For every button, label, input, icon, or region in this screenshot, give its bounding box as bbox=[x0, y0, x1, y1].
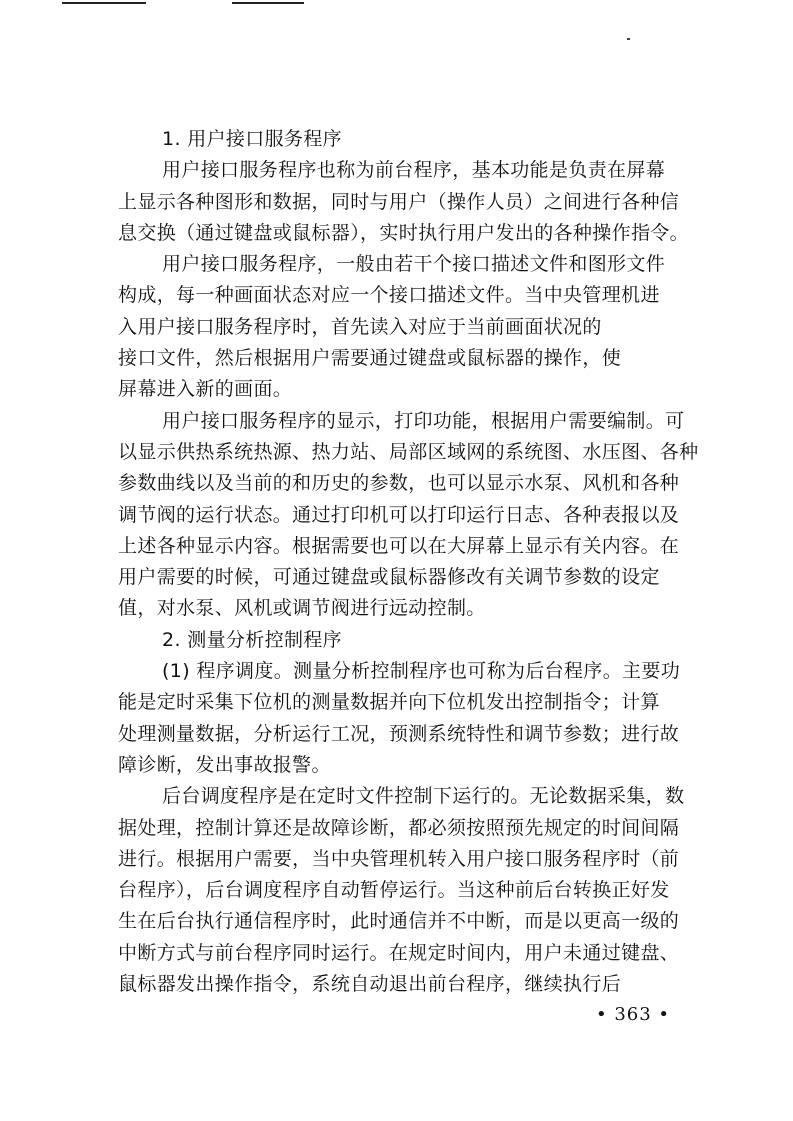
paragraph-line: 上述各种显示内容。根据需要也可以在大屏幕上显示有关内容。在 bbox=[118, 534, 680, 557]
paragraph-line: 处理测量数据，分析运行工况，预测系统特性和调节参数；进行故 bbox=[118, 722, 680, 745]
paragraph-line: 接口文件，然后根据用户需要通过键盘或鼠标器的操作，使 bbox=[118, 347, 622, 370]
paragraph-line: 生在后台执行通信程序时，此时通信并不中断，而是以更高一级的 bbox=[118, 910, 680, 933]
paragraph-line: 入用户接口服务程序时，首先读入对应于当前画面状况的 bbox=[118, 315, 602, 338]
paragraph-line: 中断方式与前台程序同时运行。在规定时间内，用户未通过键盘、 bbox=[118, 941, 680, 964]
paragraph-line: 值，对水泵、风机或调节阀进行远动控制。 bbox=[118, 597, 486, 620]
paragraph-line: 用户接口服务程序，一般由若干个接口描述文件和图形文件 bbox=[162, 253, 666, 276]
top-rule-left bbox=[62, 2, 146, 4]
page-number: • 363 • bbox=[596, 1004, 671, 1025]
paragraph-line: 用户接口服务程序也称为前台程序，基本功能是负责在屏幕 bbox=[162, 159, 666, 182]
paragraph-line: 屏幕进入新的画面。 bbox=[118, 378, 293, 401]
paragraph-line: (1) 程序调度。测量分析控制程序也可称为后台程序。主要功 bbox=[162, 660, 681, 683]
paragraph-line: 进行。根据用户需要，当中央管理机转入用户接口服务程序时（前 bbox=[118, 847, 680, 870]
paragraph-line: 调节阀的运行状态。通过打印机可以打印运行日志、各种表报以及 bbox=[118, 503, 680, 526]
section-2-heading: 2. 测量分析控制程序 bbox=[162, 628, 343, 651]
top-rule-right bbox=[232, 2, 304, 4]
page-body bbox=[118, 124, 718, 1000]
paragraph-line: 后台调度程序是在定时文件控制下运行的。无论数据采集，数 bbox=[162, 785, 685, 808]
paragraph-line: 参数曲线以及当前的和历史的参数，也可以显示水泵、风机和各种 bbox=[118, 472, 680, 495]
paragraph-line: 台程序），后台调度程序自动暂停运行。当这种前后台转换正好发 bbox=[118, 879, 670, 902]
paragraph-line: 构成，每一种画面状态对应一个接口描述文件。当中央管理机进 bbox=[118, 284, 660, 307]
paragraph-line: 息交换（通过键盘或鼠标器），实时执行用户发出的各种操作指令。 bbox=[118, 221, 690, 244]
paragraph-line: 障诊断，发出事故报警。 bbox=[118, 753, 331, 776]
paragraph-line: 以显示供热系统热源、热力站、局部区域网的系统图、水压图、各种 bbox=[118, 440, 699, 463]
paragraph-line: 上显示各种图形和数据，同时与用户（操作人员）之间进行各种信 bbox=[118, 190, 680, 213]
paragraph-line: 用户接口服务程序的显示，打印功能，根据用户需要编制。可 bbox=[162, 409, 685, 432]
paragraph-line: 能是定时采集下位机的测量数据并向下位机发出控制指令；计算 bbox=[118, 691, 660, 714]
section-1-heading: 1. 用户接口服务程序 bbox=[162, 128, 343, 150]
paragraph-line: 用户需要的时候，可通过键盘或鼠标器修改有关调节参数的设定 bbox=[118, 566, 660, 589]
scan-speck bbox=[627, 38, 630, 40]
paragraph-line: 鼠标器发出操作指令，系统自动退出前台程序，继续执行后 bbox=[118, 973, 622, 996]
paragraph-line: 据处理，控制计算还是故障诊断，都必须按照预先规定的时间间隔 bbox=[118, 816, 680, 839]
